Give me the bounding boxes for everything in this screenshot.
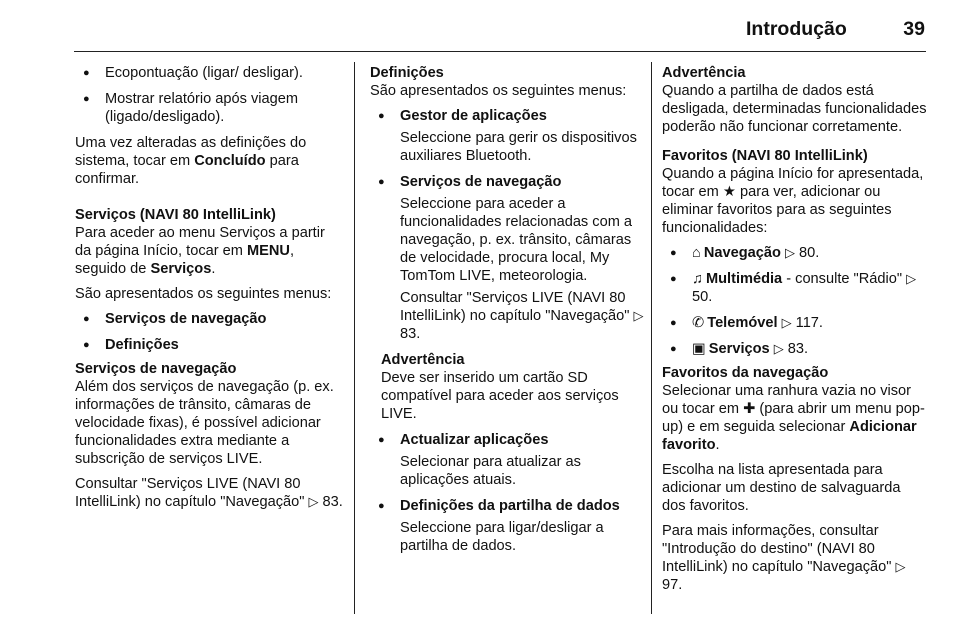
page-number: 39 xyxy=(903,18,925,40)
arrow-icon: ▷ xyxy=(895,559,906,574)
section-heading-favorites: Favoritos (NAVI 80 IntelliLink) xyxy=(662,148,868,164)
page-header-title: Introdução xyxy=(746,18,847,40)
paragraph: São apresentados os seguintes menus: xyxy=(370,83,627,99)
multimedia-icon: ♫ xyxy=(692,271,703,287)
paragraph: Além dos serviços de navegação (p. ex. informações de trânsito, câmaras de velocidade fixas), é possível adicionar funcionalidades extra mediante a subscrição de serviços LIVE. xyxy=(75,379,334,467)
list-item: ● ♫ Multimédia - consulte "Rádio" ▷ 50. xyxy=(662,270,927,306)
warning-note: Advertência Quando a partilha de dados está desligada, determinadas funcionalidades poderão não funcionar corretamente. xyxy=(662,65,927,135)
arrow-icon: ▷ xyxy=(906,271,917,286)
phone-icon: ✆ xyxy=(692,315,705,331)
header-divider xyxy=(74,51,926,52)
settings-bullet-list xyxy=(75,64,345,126)
list-item: ● Definições xyxy=(75,336,345,354)
column-2 xyxy=(370,64,645,563)
services-icon: ▣ xyxy=(692,341,706,357)
services-menu-list xyxy=(75,310,345,354)
definitions-list xyxy=(370,107,645,343)
column-divider-2 xyxy=(651,62,652,614)
paragraph: Selecionar uma ranhura vazia no visor ou tocar em ✚ (para abrir um menu pop-up) e em seguida selecionar Adicionar favorito. xyxy=(662,383,925,453)
list-item: ● ▣ Serviços ▷ 83. xyxy=(662,340,927,358)
paragraph: Para aceder ao menu Serviços a partir da página Início, tocar em MENU, seguido de Serviços. xyxy=(75,225,325,277)
list-item: ● Ecopontuação (ligar/ desligar). xyxy=(75,64,345,82)
list-item: ● Serviços de navegação Seleccione para aceder a funcionalidades relacionadas com a navegação, p. ex. trânsito, câmaras de velocidade, procura local, My TomTom LIVE, meteorologia. Consultar "Serviços LIVE (NAVI 80 IntelliLink) no capítulo "Navegação" ▷ 83. xyxy=(370,173,645,343)
paragraph: Para mais informações, consultar "Introdução do destino" (NAVI 80 IntelliLink) no capítulo "Navegação" ▷ 97. xyxy=(662,523,906,593)
paragraph: Escolha na lista apresentada para adicionar um destino de salvaguarda dos favoritos. xyxy=(662,462,901,514)
list-item: ● Serviços de navegação xyxy=(75,310,345,328)
column-1 xyxy=(75,64,345,518)
section-heading-definitions: Definições xyxy=(370,65,444,81)
paragraph: Uma vez alteradas as definições do sistema, tocar em Concluído para confirmar. xyxy=(75,135,307,187)
column-3 xyxy=(662,64,927,601)
arrow-icon: ▷ xyxy=(781,315,792,330)
list-item: ● Actualizar aplicações Selecionar para atualizar as aplicações atuais. xyxy=(370,431,645,489)
warning-note: Advertência Deve ser inserido um cartão SD compatível para aceder aos serviços LIVE. xyxy=(370,351,645,423)
paragraph: Consultar "Serviços LIVE (NAVI 80 IntelliLink) no capítulo "Navegação" ▷ 83. xyxy=(75,476,343,510)
paragraph: Quando a página Início for apresentada, tocar em ★ para ver, adicionar ou eliminar favoritos para as seguintes funcionalidades: xyxy=(662,166,924,236)
list-item: ● Mostrar relatório após viagem (ligado/desligado). xyxy=(75,90,345,126)
column-divider-1 xyxy=(354,62,355,614)
arrow-icon: ▷ xyxy=(308,494,319,509)
arrow-icon: ▷ xyxy=(784,245,795,260)
list-item: ● Definições da partilha de dados Seleccione para ligar/desligar a partilha de dados. xyxy=(370,497,645,555)
note-title: Advertência xyxy=(381,352,465,368)
section-heading-nav-services: Serviços de navegação xyxy=(75,361,237,377)
home-icon: ⌂ xyxy=(692,245,701,261)
star-icon: ★ xyxy=(722,184,736,200)
arrow-icon: ▷ xyxy=(773,341,784,356)
section-heading-services: Serviços (NAVI 80 IntelliLink) xyxy=(75,207,276,223)
arrow-icon: ▷ xyxy=(633,308,644,323)
favorites-list xyxy=(662,244,927,358)
plus-icon: ✚ xyxy=(743,401,756,417)
definitions-list-2 xyxy=(370,431,645,555)
list-item: ● Gestor de aplicações Seleccione para gerir os dispositivos auxiliares Bluetooth. xyxy=(370,107,645,165)
paragraph: São apresentados os seguintes menus: xyxy=(75,286,332,302)
list-item: ● ✆ Telemóvel ▷ 117. xyxy=(662,314,927,332)
note-title: Advertência xyxy=(662,65,746,81)
section-heading-nav-favorites: Favoritos da navegação xyxy=(662,365,829,381)
list-item: ● ⌂ Navegação ▷ 80. xyxy=(662,244,927,262)
